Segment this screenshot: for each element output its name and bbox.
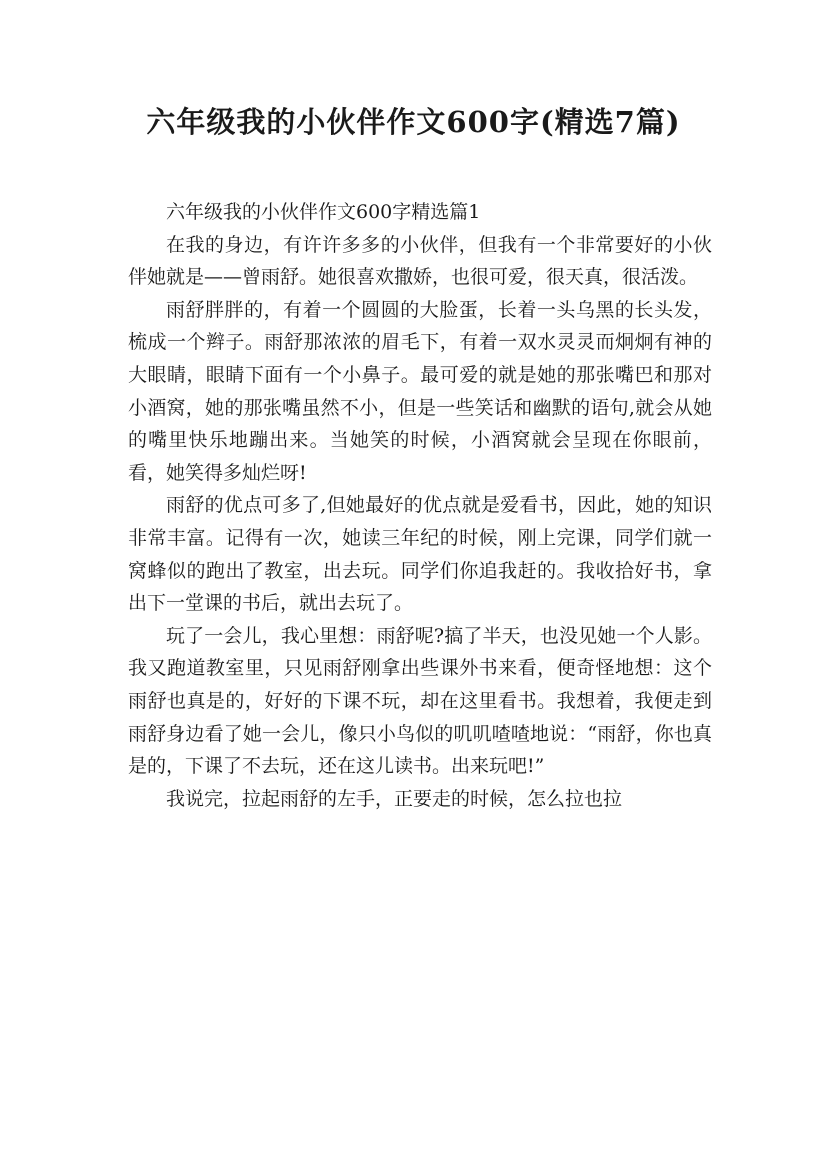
document-body: [128, 196, 712, 815]
paragraph-2: 雨舒胖胖的，有着一个圆圆的大脸蛋，长着一头乌黑的长头发，梳成一个辫子。雨舒那浓浓的眉毛下，有着一双水灵灵而炯炯有神的大眼睛，眼睛下面有一个小鼻子。最可爱的就是她的那张嘴巴和那对小酒窝，她的那张嘴虽然不小，但是一些笑话和幽默的语句,就会从她的嘴里快乐地蹦出来。当她笑的时候，小酒窝就会呈现在你眼前，看，她笑得多灿烂呀!: [128, 298, 712, 484]
paragraph-1: 在我的身边，有许许多多的小伙伴，但我有一个非常要好的小伙伴她就是——曾雨舒。她很喜欢撒娇，也很可爱，很天真，很活泼。: [128, 233, 712, 289]
section-heading: 六年级我的小伙伴作文600字精选篇1: [166, 201, 481, 223]
paragraph-4: 玩了一会儿，我心里想：雨舒呢?搞了半天，也没见她一个人影。我又跑道教室里，只见雨舒刚拿出些课外书来看，便奇怪地想：这个雨舒也真是的，好好的下课不玩，却在这里看书。我想着，我便走到雨舒身边看了她一会儿，像只小鸟似的叽叽喳喳地说：“雨舒，你也真是的，下课了不去玩，还在这儿读书。出来玩吧!”: [128, 624, 712, 778]
paragraph-5: 我说完，拉起雨舒的左手，正要走的时候，怎么拉也拉: [166, 787, 623, 810]
paragraph-3: 雨舒的优点可多了,但她最好的优点就是爱看书，因此，她的知识非常丰富。记得有一次，她读三年纪的时候，刚上完课，同学们就一窝蜂似的跑出了教室，出去玩。同学们你追我赶的。我收拾好书，拿出下一堂课的书后，就出去玩了。: [128, 494, 712, 615]
document-title: 六年级我的小伙伴作文600字(精选7篇): [146, 105, 681, 139]
